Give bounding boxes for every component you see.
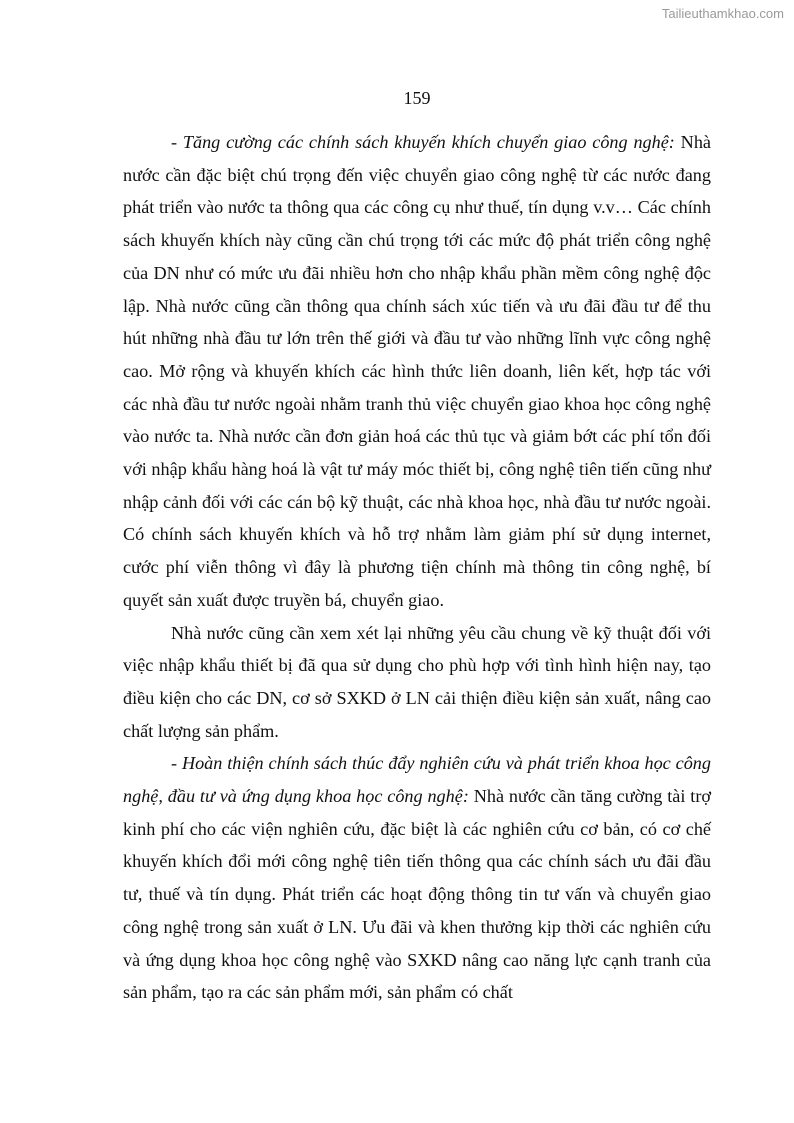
watermark: Tailieuthamkhao.com — [661, 6, 784, 21]
paragraph-used-equipment — [123, 617, 711, 748]
document-body — [123, 126, 711, 1009]
page-number: 159 — [403, 88, 431, 108]
paragraph-heading: - Hoàn thiện chính sách thúc đẩy nghiên cứu và phát triển khoa học công nghệ, đầu tư và ứng dụng khoa học công nghệ: — [123, 753, 711, 807]
paragraph-text: Nhà nước cần tăng cường tài trợ kinh phí cho các viện nghiên cứu, đặc biệt là các nghiên cứu cơ bản, có cơ chế khuyến khích đổi mới công nghệ tiên tiến thông qua các chính sách ưu đãi đầu tư, thuế và tín dụng. Phát triển các hoạt động thông tin tư vấn và chuyển giao công nghệ trong sản xuất ở LN. Ưu đãi và khen thưởng kịp thời các nghiên cứu và ứng dụng khoa học công nghệ vào SXKD nâng cao năng lực cạnh tranh của sản phẩm, tạo ra các sản phẩm mới, sản phẩm có chất — [123, 786, 711, 1003]
paragraph-research-policy — [123, 747, 711, 1009]
paragraph-technology-transfer — [123, 126, 711, 617]
paragraph-heading: - Tăng cường các chính sách khuyến khích chuyển giao công nghệ: — [171, 132, 675, 152]
paragraph-text: Nhà nước cũng cần xem xét lại những yêu cầu chung về kỹ thuật đối với việc nhập khẩu thiết bị đã qua sử dụng cho phù hợp với tình hình hiện nay, tạo điều kiện cho các DN, cơ sở SXKD ở LN cải thiện điều kiện sản xuất, nâng cao chất lượng sản phẩm. — [123, 622, 711, 741]
paragraph-text: Nhà nước cần đặc biệt chú trọng đến việc chuyển giao công nghệ từ các nước đang phát triển vào nước ta thông qua các công cụ như thuế, tín dụng v.v… Các chính sách khuyến khích này cũng cần chú trọng tới các mức độ phát triển công nghệ của DN như có mức ưu đãi nhiều hơn cho nhập khẩu phần mềm công nghệ độc lập. Nhà nước cũng cần thông qua chính sách xúc tiến và ưu đãi đầu tư để thu hút những nhà đầu tư lớn trên thế giới và đầu tư vào những lĩnh vực công nghệ cao. Mở rộng và khuyến khích các hình thức liên doanh, liên kết, hợp tác với các nhà đầu tư nước ngoài nhằm tranh thủ việc chuyển giao khoa học công nghệ vào nước ta. Nhà nước cần đơn giản hoá các thủ tục và giảm bớt các phí tổn đối với nhập khẩu hàng hoá là vật tư máy móc thiết bị, công nghệ tiên tiến cũng như nhập cảnh đối với các cán bộ kỹ thuật, các nhà khoa học, nhà đầu tư nước ngoài. Có chính sách khuyến khích và hỗ trợ nhằm làm giảm phí sử dụng internet, cước phí viễn thông vì đây là phương tiện chính mà thông tin công nghệ, bí quyết sản xuất được truyền bá, chuyển giao. — [123, 132, 711, 610]
